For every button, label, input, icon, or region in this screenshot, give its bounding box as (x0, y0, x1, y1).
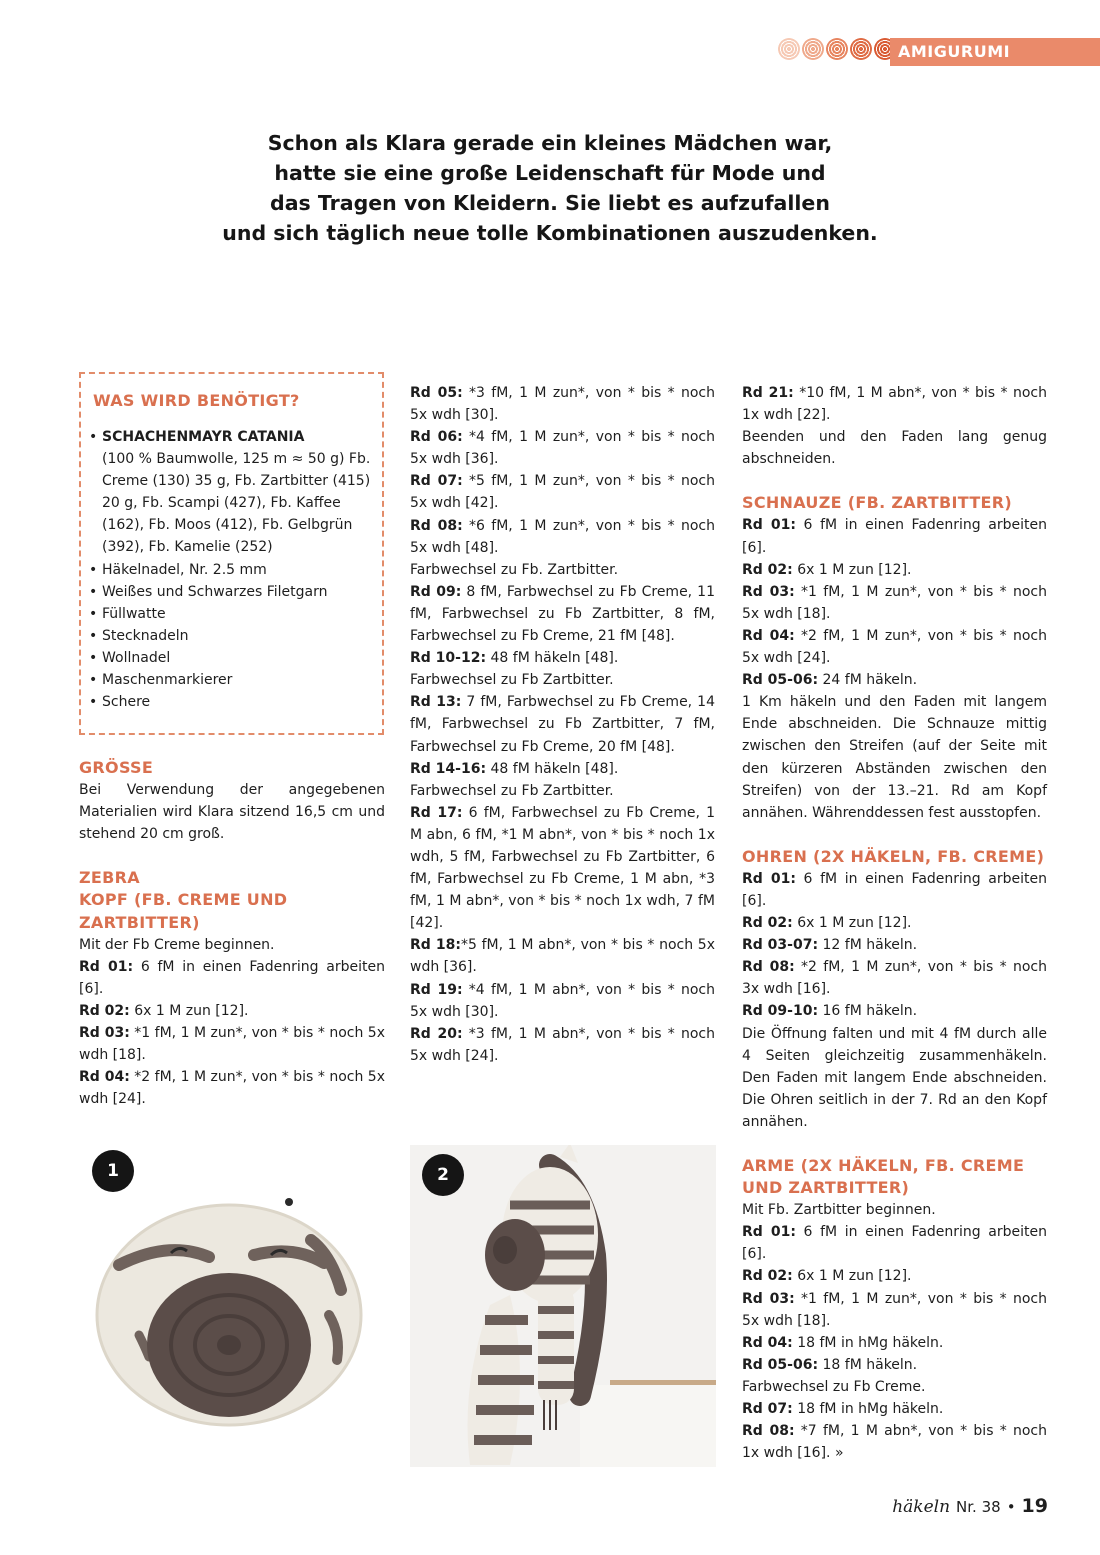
round-text: Farbwechsel zu Fb Creme. (742, 1378, 926, 1395)
list-item: • Weißes und Schwarzes Filetgarn (89, 581, 379, 603)
yarn-name: SCHACHENMAYR CATANIA (102, 429, 305, 445)
instruction-row (742, 934, 1047, 956)
round-label: Rd 01: (742, 1224, 796, 1241)
round-label: Rd 04: (79, 1069, 130, 1086)
round-text: Farbwechsel zu Fb. Zartbitter. (410, 561, 619, 578)
instruction-row (410, 515, 715, 559)
round-label: Rd 10-12: (410, 650, 487, 667)
round-text: *5 fM, 1 M abn*, von * bis * noch 5x wdh [36]. (410, 937, 715, 976)
instruction-row (410, 780, 715, 802)
arms-rows (742, 1199, 1047, 1464)
yarn-ball-icon (778, 38, 800, 60)
arms-heading: ARME (2X HÄKELN, FB. CREME (742, 1156, 1025, 1175)
round-text: *5 fM, 1 M zun*, von * bis * noch 5x wdh [42]. (410, 473, 715, 512)
round-label: Rd 09-10: (742, 1003, 819, 1020)
instruction-row (742, 1000, 1047, 1022)
round-label: Rd 17: (410, 804, 463, 821)
round-text: *3 fM, 1 M zun*, von * bis * noch 5x wdh [30]. (410, 385, 715, 424)
round-text: Farbwechsel zu Fb Zartbitter. (410, 782, 614, 799)
round-text: 24 fM häkeln. (818, 672, 918, 689)
snout-rows (742, 514, 1047, 823)
round-text: *2 fM, 1 M zun*, von * bis * noch 5x wdh [24]. (79, 1069, 385, 1108)
zebra-heading: ZEBRA (79, 868, 140, 888)
head-rows-end (742, 382, 1047, 470)
round-label: Rd 08: (742, 959, 795, 976)
round-text: 7 fM, Farbwechsel zu Fb Creme, 14 fM, Farbwechsel zu Fb Zartbitter, 7 fM, Farbwechsel zu Fb Creme, 20 fM [48]. (410, 694, 715, 755)
round-label: Rd 09: (410, 583, 462, 600)
yarn-ball-icon (850, 38, 872, 60)
instruction-row (742, 1376, 1047, 1398)
instruction-row (410, 382, 715, 426)
round-text: Farbwechsel zu Fb Zartbitter. (410, 672, 614, 689)
round-label: Rd 18: (410, 937, 461, 954)
instruction-row (742, 669, 1047, 691)
round-text: 6x 1 M zun [12]. (792, 1268, 912, 1285)
snout-heading: SCHNAUZE (FB. ZARTBITTER) (742, 493, 1013, 513)
size-text: Bei Verwendung der angegebenen Materialien wird Klara sitzend 16,5 cm und stehend 20 cm groß. (79, 782, 385, 843)
materials-list (89, 426, 379, 713)
yarn-ball-icon (802, 38, 824, 60)
footer-separator: • (1006, 1498, 1016, 1516)
round-text: 8 fM, Farbwechsel zu Fb Creme, 11 fM, Farbwechsel zu Fb Zartbitter, 8 fM, Farbwechsel zu Fb Creme, 21 fM [48]. (410, 583, 715, 645)
photo-zebra-side (410, 1145, 716, 1467)
round-text: 12 fM häkeln. (818, 937, 918, 954)
instruction-row (742, 1265, 1047, 1287)
instruction-row (742, 1332, 1047, 1354)
instruction-row (742, 956, 1047, 1000)
column-2 (410, 382, 715, 1067)
photo-badge-1: 1 (92, 1150, 134, 1192)
round-text: *1 fM, 1 M zun*, von * bis * noch 5x wdh [18]. (742, 583, 1047, 622)
list-item: • Wollnadel (89, 647, 379, 669)
intro-text (180, 128, 920, 248)
round-label: Rd 13: (410, 694, 462, 711)
round-label: Rd 02: (742, 561, 793, 578)
round-label: Rd 21: (742, 385, 794, 401)
instruction-row (742, 1199, 1047, 1221)
yarn-details: (100 % Baumwolle, 125 m ≈ 50 g) Fb. Creme (130) 35 g, Fb. Zartbitter (415) 20 g, Fb. Scampi (427), Fb. Kaffee (162), Fb. Moos (412), Fb. Gelbgrün (392), Fb. Kamelie (252) (102, 451, 371, 556)
round-text: 6x 1 M zun [12]. (129, 1002, 249, 1019)
round-text: *10 fM, 1 M abn*, von * bis * noch 1x wdh [22]. (742, 385, 1047, 424)
round-label: Rd 02: (742, 1268, 793, 1285)
round-label: Rd 03: (79, 1025, 130, 1042)
round-text: 6 fM in einen Fadenring arbeiten [6]. (742, 1224, 1047, 1263)
instruction-row (742, 514, 1047, 558)
round-label: Rd 07: (410, 473, 463, 490)
instruction-row (410, 426, 715, 470)
round-text: 16 fM häkeln. (818, 1003, 918, 1020)
round-text: 18 fM häkeln. (818, 1356, 918, 1373)
head-heading-cont: ZARTBITTER) (79, 912, 200, 932)
round-label: Rd 04: (742, 1334, 793, 1351)
round-text: 6 fM in einen Fadenring arbeiten [6]. (79, 958, 385, 997)
round-label: Rd 05: (410, 385, 463, 401)
round-text: Beenden und den Faden lang genug abschneiden. (742, 429, 1047, 468)
instruction-row (742, 1354, 1047, 1376)
instruction-row (410, 581, 715, 647)
zebra-body-illustration (410, 1145, 716, 1467)
list-item: • Schere (89, 691, 379, 713)
round-text: *3 fM, 1 M abn*, von * bis * noch 5x wdh [24]. (410, 1025, 715, 1064)
head-rows-cont (410, 382, 715, 1067)
instruction-row (742, 1288, 1047, 1332)
instruction-row (742, 691, 1047, 824)
round-label: Rd 02: (79, 1002, 130, 1019)
intro-line: hatte sie eine große Leidenschaft für Mode und (274, 161, 826, 185)
instruction-row (742, 1398, 1047, 1420)
round-text: 18 fM in hMg häkeln. (792, 1334, 944, 1351)
instruction-row (410, 758, 715, 780)
instruction-row (742, 1420, 1047, 1464)
instruction-row (742, 912, 1047, 934)
round-label: Rd 03: (742, 583, 795, 600)
instruction-row (79, 1000, 385, 1022)
round-text: 18 fM in hMg häkeln. (792, 1401, 944, 1418)
intro-line: Schon als Klara gerade ein kleines Mädchen war, (267, 131, 833, 155)
round-text: 48 fM häkeln [48]. (486, 650, 619, 667)
round-text: Mit Fb. Zartbitter beginnen. (742, 1202, 936, 1219)
round-text: *4 fM, 1 M abn*, von * bis * noch 5x wdh [30]. (410, 981, 715, 1020)
instruction-row (410, 691, 715, 757)
instruction-row (742, 581, 1047, 625)
round-label: Rd 04: (742, 627, 795, 644)
list-item: • Stecknadeln (89, 625, 379, 647)
ears-rows (742, 868, 1047, 1133)
column-1 (79, 757, 385, 1110)
instruction-row (79, 956, 385, 1000)
round-text: *7 fM, 1 M abn*, von * bis * noch 1x wdh [16]. » (742, 1423, 1047, 1462)
round-text: 6 fM in einen Fadenring arbeiten [6]. (742, 517, 1047, 556)
intro-line: und sich täglich neue tolle Kombinationen auszudenken. (222, 221, 878, 245)
round-label: Rd 14-16: (410, 760, 487, 777)
yarn-ball-icons (778, 38, 896, 60)
round-text: 6 fM in einen Fadenring arbeiten [6]. (742, 870, 1047, 909)
photo-zebra-head (79, 1145, 385, 1467)
instruction-row (79, 1022, 385, 1066)
round-text: *1 fM, 1 M zun*, von * bis * noch 5x wdh [18]. (79, 1025, 385, 1064)
instruction-row (742, 1023, 1047, 1133)
round-label: Rd 03-07: (742, 937, 819, 954)
instruction-row (742, 1221, 1047, 1265)
zebra-head-illustration (79, 1145, 385, 1467)
head-rows (79, 956, 385, 1111)
page-footer (892, 1495, 1048, 1517)
list-item: • Maschenmarkierer (89, 669, 379, 691)
photo-badge-2: 2 (422, 1154, 464, 1196)
instruction-row (410, 934, 715, 978)
instruction-row (742, 426, 1047, 470)
instruction-row (410, 559, 715, 581)
head-heading: KOPF (FB. CREME UND (79, 890, 288, 910)
instruction-row (410, 979, 715, 1023)
round-label: Rd 08: (410, 517, 463, 534)
magazine-brand: häkeln (892, 1497, 951, 1517)
materials-heading: WAS WIRD BENÖTIGT? (93, 391, 300, 410)
round-label: Rd 05-06: (742, 672, 819, 689)
yarn-ball-icon (826, 38, 848, 60)
round-text: 6 fM, Farbwechsel zu Fb Creme, 1 M abn, 6 fM, *1 M abn*, von * bis * noch 1x wdh, 5 fM, Farbwechsel zu Fb Zartbitter, 6 fM, Farbwechsel zu Fb Creme, 1 M abn, *3 fM, 1 M abn*, von * bis * noch 1x wdh, 7 fM [42]. (410, 804, 715, 932)
round-label: Rd 01: (79, 958, 134, 975)
instruction-row (410, 1023, 715, 1067)
list-item: • Häkelnadel, Nr. 2.5 mm (89, 559, 379, 581)
arms-heading-cont: UND ZARTBITTER) (742, 1178, 910, 1198)
head-intro: Mit der Fb Creme beginnen. (79, 936, 275, 953)
round-label: Rd 01: (742, 870, 796, 887)
instruction-row (742, 625, 1047, 669)
round-label: Rd 03: (742, 1290, 795, 1307)
round-text: *4 fM, 1 M zun*, von * bis * noch 5x wdh [36]. (410, 429, 715, 468)
instruction-row (742, 382, 1047, 426)
round-label: Rd 06: (410, 429, 463, 446)
round-label: Rd 19: (410, 981, 463, 998)
round-text: *1 fM, 1 M zun*, von * bis * noch 5x wdh [18]. (742, 1290, 1047, 1329)
round-text: *6 fM, 1 M zun*, von * bis * noch 5x wdh [48]. (410, 517, 715, 556)
instruction-row (410, 669, 715, 691)
column-3 (742, 382, 1047, 1464)
size-heading: GRÖSSE (79, 758, 154, 777)
instruction-row (410, 470, 715, 514)
intro-line: das Tragen von Kleidern. Sie liebt es aufzufallen (270, 191, 830, 215)
round-label: Rd 05-06: (742, 1356, 819, 1373)
instruction-row (410, 647, 715, 669)
round-text: *2 fM, 1 M zun*, von * bis * noch 3x wdh [16]. (742, 959, 1047, 998)
round-label: Rd 08: (742, 1423, 795, 1440)
instruction-row (742, 559, 1047, 581)
round-text: Die Öffnung falten und mit 4 fM durch alle 4 Seiten gleichzeitig zusammenhäkeln. Den Faden mit langem Ende abschneiden. Die Ohren seitlich in der 7. Rd an den Kopf annähen. (742, 1025, 1047, 1130)
issue-number: Nr. 38 (956, 1498, 1001, 1516)
round-label: Rd 20: (410, 1025, 463, 1042)
page-number: 19 (1021, 1495, 1048, 1517)
round-text: 6x 1 M zun [12]. (792, 915, 912, 932)
round-label: Rd 01: (742, 517, 796, 534)
round-text: 1 Km häkeln und den Faden mit langem Ende abschneiden. Die Schnauze mittig zwischen den Streifen (auf der Seite mit den kürzeren Abständen zwischen den Streifen) von der 13.–21. Rd am Kopf annähen. Währenddessen fest ausstopfen. (742, 694, 1047, 821)
instruction-row (79, 1066, 385, 1110)
list-item (89, 426, 379, 559)
category-tag: AMIGURUMI (890, 38, 1100, 66)
list-item: • Füllwatte (89, 603, 379, 625)
round-text: *2 fM, 1 M zun*, von * bis * noch 5x wdh [24]. (742, 627, 1047, 667)
round-text: 48 fM häkeln [48]. (486, 760, 619, 777)
ears-heading: OHREN (2X HÄKELN, FB. CREME) (742, 846, 1045, 866)
round-label: Rd 02: (742, 915, 793, 932)
round-label: Rd 07: (742, 1401, 793, 1418)
instruction-row (410, 802, 715, 935)
round-text: 6x 1 M zun [12]. (792, 561, 912, 578)
instruction-row (742, 868, 1047, 912)
